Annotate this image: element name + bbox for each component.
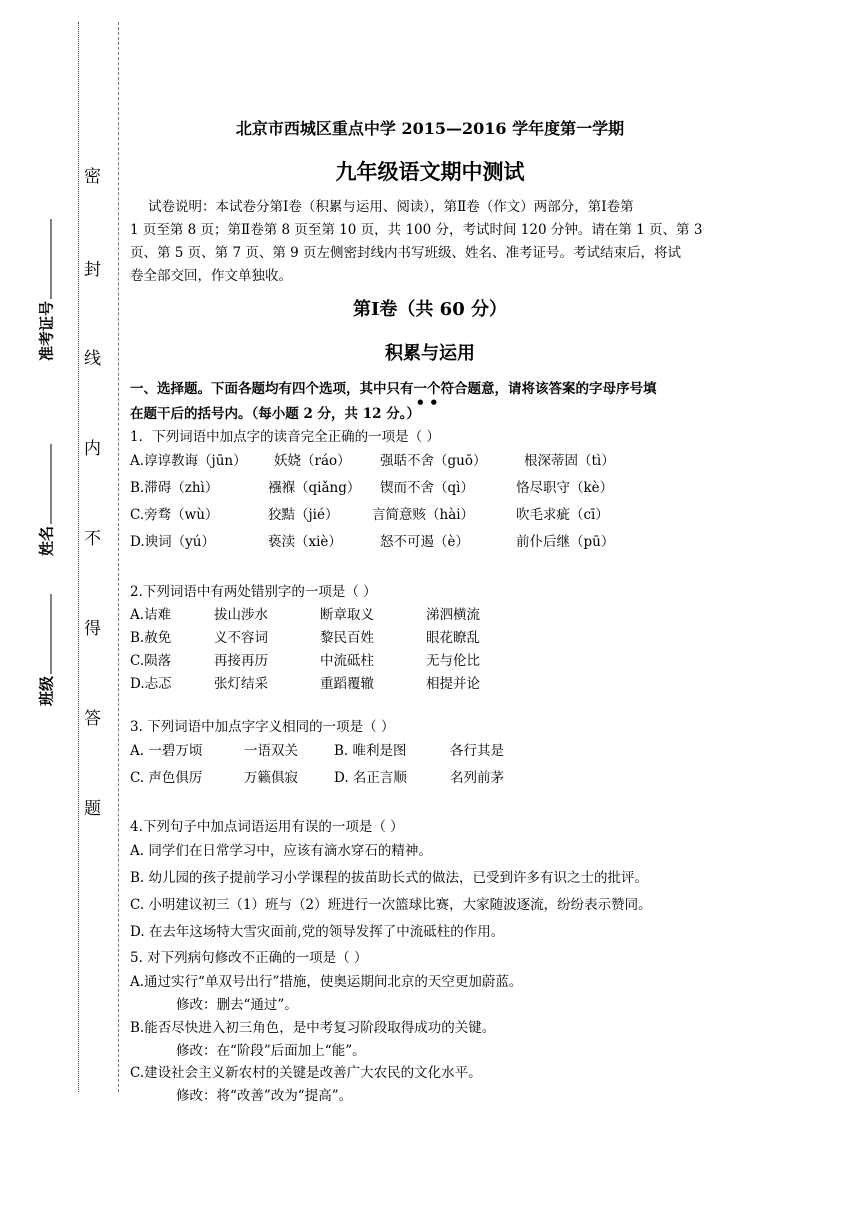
part1-title: 第Ⅰ卷（共 60 分） [352, 299, 507, 320]
q3-option-a: 一语双关 [244, 743, 298, 759]
q2-option-b: 眼花瞭乱 [426, 630, 480, 646]
q2-option-a: A.诘难 [130, 607, 172, 623]
exam-number-field[interactable] [36, 219, 57, 361]
q4-option-c: C. 小明建议初三（1）班与（2）班进行一次篮球比赛，大家随波逐流，纷纷表示赞同。 [130, 897, 652, 913]
q1-option-a: 妖娆（ráo） [274, 453, 351, 469]
q2-option-b: 义不容词 [214, 630, 268, 646]
q1-option-b: B.滞碍（zhì） [130, 480, 219, 496]
q2-option-c: C.陨落 [130, 653, 172, 669]
seal-char: 线 [84, 349, 101, 369]
school-line: 北京市西城区重点中学 2015—2016 学年度第一学期 [235, 119, 625, 138]
binding-dotted-line [78, 22, 79, 1092]
class-field[interactable] [36, 594, 57, 706]
q1-stem: 1．下列词语中加点字的读音完全正确的一项是（ ） [130, 429, 440, 445]
binding-dashed-line [118, 22, 119, 1092]
q2-option-b: 黎民百姓 [320, 630, 374, 646]
seal-char: 答 [84, 709, 101, 729]
q5-fix-a: 修改：删去“通过”。 [176, 997, 298, 1013]
q2-option-d: 相提并论 [426, 676, 480, 692]
q5-stem: 5. 对下列病句修改不正确的一项是（ ） [130, 950, 368, 966]
class-label: 班级 [37, 675, 56, 707]
q5-option-b: B.能否尽快进入初三角色，是中考复习阶段取得成功的关键。 [130, 1020, 496, 1036]
q5-fix-c: 修改：将“改善”改为“提高”。 [176, 1088, 353, 1104]
q2-option-d: 张灯结采 [214, 676, 268, 692]
q5-fix-b: 修改：在“阶段”后面加上“能”。 [176, 1043, 366, 1059]
q2-option-d: D.忐忑 [130, 676, 172, 692]
q4-option-a: A. 同学们在日常学习中，应该有滴水穿石的精神。 [130, 843, 432, 859]
seal-char: 封 [84, 260, 101, 280]
q1-option-d: D.谀词（yú） [130, 534, 215, 550]
intro-line: 1 页至第 8 页；第Ⅱ卷第 8 页至第 10 页，共 100 分，考试时间 120 分钟。请在第 1 页、第 3 [130, 222, 703, 238]
q2-option-a: 断章取义 [320, 607, 374, 623]
seal-char: 题 [84, 799, 101, 819]
q1-option-a: 根深蒂固（tì） [524, 453, 615, 469]
q5-option-a: A.通过实行“单双号出行”措施，使奥运期间北京的天空更加蔚蓝。 [130, 974, 523, 990]
name-label: 姓名 [37, 525, 56, 557]
q1-option-c: 吹毛求疵（cī） [516, 507, 609, 523]
q5-option-c: C.建设社会主义新农村的关键是改善广大农民的文化水平。 [130, 1065, 482, 1081]
q1-option-b: 襁褓（qiǎng） [268, 480, 361, 496]
q2-option-a: 拔山涉水 [214, 607, 268, 623]
exam-number-label: 准考证号 [37, 300, 56, 362]
seal-char: 内 [84, 439, 101, 459]
q3-option-b: B. 唯利是图 [334, 743, 407, 759]
q3-option-c: C. 声色俱厉 [130, 770, 203, 786]
section-title: 积累与运用 [385, 343, 475, 364]
q3-option-d: 名列前茅 [450, 770, 504, 786]
q3-option-a: A. 一碧万顷 [130, 743, 203, 759]
seal-char: 得 [84, 619, 101, 639]
q2-option-c: 无与伦比 [426, 653, 480, 669]
intro-line: 试卷说明：本试卷分第Ⅰ卷（积累与运用、阅读），第Ⅱ卷（作文）两部分，第Ⅰ卷第 [148, 199, 634, 215]
q1-option-d: 前仆后继（pū） [516, 534, 615, 550]
instruction-line2: 在题干后的括号内。（每小题 2 分，共 12 分。） [130, 406, 420, 422]
q1-option-b: 锲而不舍（qì） [380, 480, 474, 496]
q2-option-a: 涕泗横流 [426, 607, 480, 623]
instruction-line1: 一、选择题。下面各题均有四个选项，其中只有一个符合题意，请将该答案的字母序号填 [130, 381, 657, 397]
q2-option-d: 重蹈覆辙 [320, 676, 374, 692]
q3-option-c: 万籁俱寂 [244, 770, 298, 786]
q2-stem: 2.下列词语中有两处错别字的一项是（ ） [130, 584, 377, 600]
intro-line: 卷全部交回，作文单独收。 [130, 268, 292, 284]
q4-option-d: D. 在去年这场特大雪灾面前,党的领导发挥了中流砥柱的作用。 [130, 924, 505, 940]
q1-option-b: 恪尽职守（kè） [516, 480, 614, 496]
seal-char: 密 [84, 167, 101, 187]
q2-option-c: 中流砥柱 [320, 653, 374, 669]
q1-option-c: 狡黠（jié） [268, 507, 339, 523]
q2-option-c: 再接再历 [214, 653, 268, 669]
seal-char: 不 [84, 529, 101, 549]
q4-option-b: B. 幼儿园的孩子提前学习小学课程的拔苗助长式的做法，已受到许多有识之士的批评。 [130, 870, 649, 886]
q1-option-d: 亵渎（xiè） [268, 534, 342, 550]
q1-option-a: 强聒不舍（guō） [380, 453, 487, 469]
q4-stem: 4.下列句子中加点词语运用有误的一项是（ ） [130, 819, 404, 835]
name-field[interactable] [36, 444, 57, 556]
q1-option-c: C.旁骛（wù） [130, 507, 219, 523]
q2-option-b: B.赦免 [130, 630, 172, 646]
q3-option-b: 各行其是 [450, 743, 504, 759]
q3-option-d: D. 名正言顺 [334, 770, 407, 786]
q3-stem: 3. 下列词语中加点字字义相同的一项是（ ） [130, 719, 395, 735]
q1-option-a: A.谆谆教诲（jūn） [130, 453, 247, 469]
intro-line: 页、第 5 页、第 7 页、第 9 页左侧密封线内书写班级、姓名、准考证号。考试结束后，将试 [130, 245, 682, 261]
q1-option-c: 言简意赅（hài） [372, 507, 475, 523]
exam-title: 九年级语文期中测试 [335, 159, 525, 184]
q1-option-d: 怒不可遏（è） [380, 534, 469, 550]
